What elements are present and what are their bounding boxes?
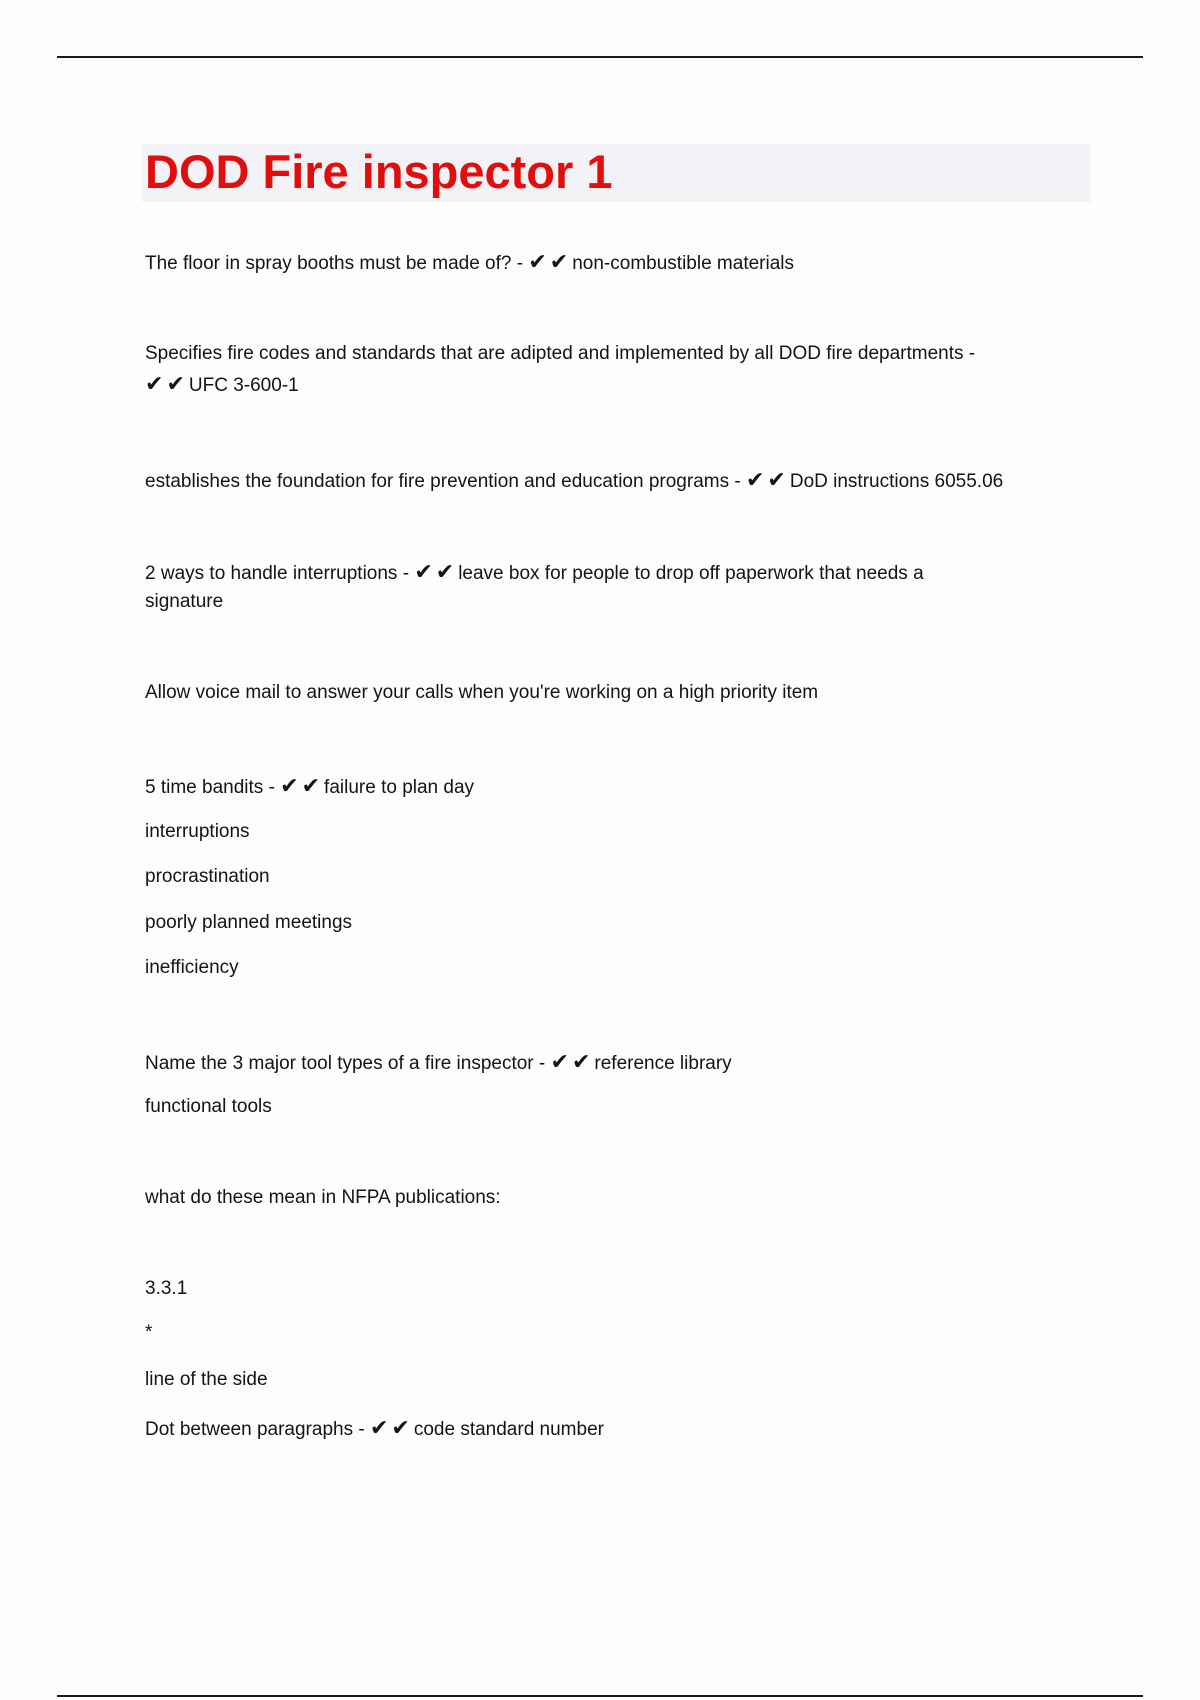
checkmark-icon: ✔ bbox=[369, 1415, 389, 1440]
question-text: line of the side bbox=[145, 1369, 268, 1390]
question-text: 2 ways to handle interruptions - bbox=[145, 563, 415, 584]
top-rule bbox=[57, 56, 1143, 58]
answer-continuation: signature bbox=[145, 591, 224, 612]
qa-item-5 bbox=[145, 771, 474, 803]
checkmark-icon: ✔ bbox=[301, 773, 321, 798]
checkmark-icon: ✔ bbox=[391, 1415, 410, 1440]
answer-text: code standard number bbox=[413, 1419, 604, 1440]
checkmark-icon: ✔ bbox=[571, 1049, 591, 1074]
qa-item-2-answer bbox=[145, 369, 299, 401]
answer-text: reference library bbox=[594, 1053, 732, 1074]
answer-text: DoD instructions 6055.06 bbox=[789, 471, 1004, 492]
answer-text: UFC 3-600-1 bbox=[188, 375, 299, 396]
checkmark-icon: ✔ bbox=[745, 467, 765, 492]
question-text: Name the 3 major tool types of a fire inspector - bbox=[145, 1053, 551, 1074]
answer-text: failure to plan day bbox=[324, 777, 475, 798]
question-text: 5 time bandits - bbox=[145, 777, 281, 798]
answer-continuation: interruptions bbox=[145, 821, 250, 842]
answer-continuation: poorly planned meetings bbox=[145, 912, 353, 933]
question-text: what do these mean in NFPA publications: bbox=[145, 1187, 501, 1208]
qa-item-3 bbox=[145, 465, 1003, 497]
checkmark-icon: ✔ bbox=[528, 249, 547, 274]
question-text: * bbox=[145, 1322, 153, 1343]
answer-continuation: procrastination bbox=[145, 866, 270, 887]
checkmark-icon: ✔ bbox=[280, 773, 299, 798]
answer-continuation: Allow voice mail to answer your calls when you're working on a high priority item bbox=[145, 682, 819, 703]
bottom-rule bbox=[57, 1695, 1143, 1697]
question-text: 3.3.1 bbox=[145, 1278, 188, 1299]
checkmark-icon: ✔ bbox=[767, 467, 786, 492]
document-title: DOD Fire inspector 1 bbox=[145, 145, 613, 198]
answer-text: leave box for people to drop off paperwork that needs a bbox=[458, 563, 924, 584]
answer-text: non-combustible materials bbox=[572, 253, 794, 274]
question-text: establishes the foundation for fire prevention and education programs - bbox=[145, 471, 746, 492]
answer-continuation: inefficiency bbox=[145, 957, 239, 978]
answer-continuation: functional tools bbox=[145, 1096, 272, 1117]
question-text: Specifies fire codes and standards that are adipted and implemented by all DOD fire departments - bbox=[145, 343, 976, 364]
checkmark-icon: ✔ bbox=[166, 371, 185, 396]
checkmark-icon: ✔ bbox=[145, 371, 164, 396]
qa-item-6 bbox=[145, 1047, 732, 1079]
qa-item-4 bbox=[145, 557, 924, 589]
checkmark-icon: ✔ bbox=[549, 249, 569, 274]
question-text: Dot between paragraphs - bbox=[145, 1419, 370, 1440]
checkmark-icon: ✔ bbox=[550, 1049, 569, 1074]
question-text: The floor in spray booths must be made of? - bbox=[145, 253, 529, 274]
qa-item-1 bbox=[145, 247, 794, 279]
qa-item-2-question bbox=[145, 339, 975, 369]
checkmark-icon: ✔ bbox=[435, 559, 455, 584]
checkmark-icon: ✔ bbox=[414, 559, 433, 584]
qa-item-7 bbox=[145, 1413, 604, 1445]
